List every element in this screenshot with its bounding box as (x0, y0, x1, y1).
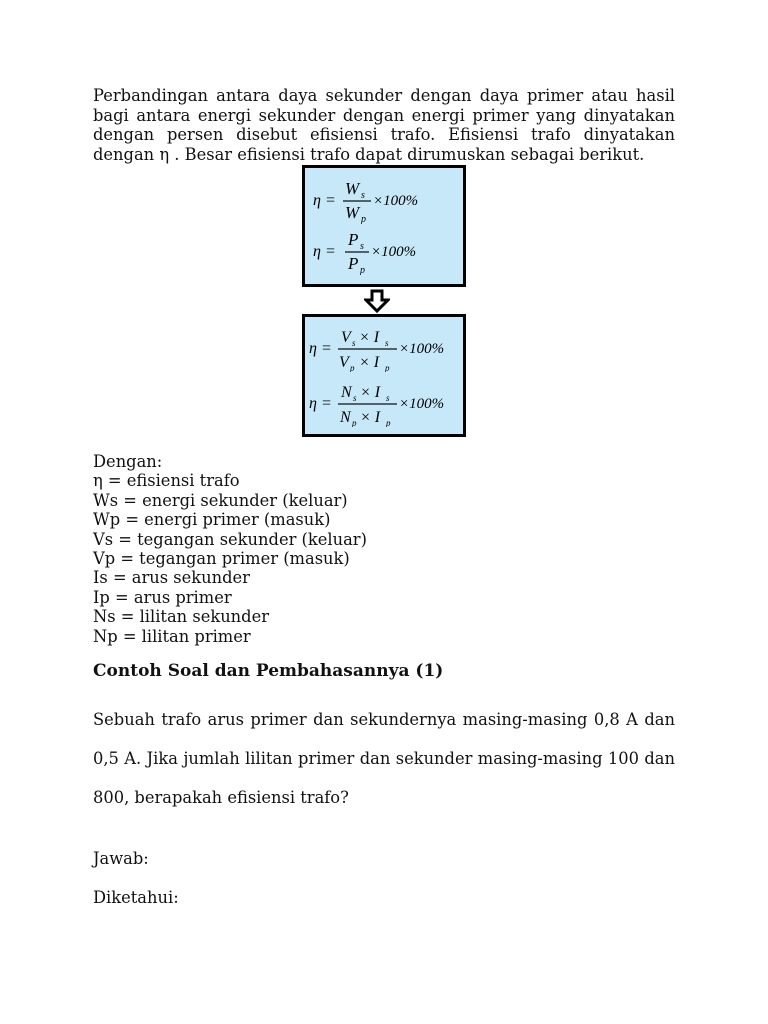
list-item: Ip = arus primer (93, 587, 232, 607)
formula-denominator-sub: p (361, 214, 366, 224)
formula-numerator-2: × I (360, 384, 381, 401)
formula-lhs: η = (313, 192, 336, 209)
formula-denominator-sub: p (360, 265, 365, 275)
formula-tail: ×100% (399, 341, 445, 357)
intro-paragraph: Perbandingan antara daya sekunder dengan daya primer atau hasil bagi antara energi sekunder dengan energi primer yang dinyatakan dengan persen disebut efisiensi trafo. Efisiensi trafo dinyatakan dengan η . Besar efisiensi trafo dapat dirumuskan sebagai berikut. (93, 86, 675, 164)
formula-tail: ×100% (373, 193, 419, 209)
formula-numerator-sub: s (360, 241, 364, 252)
list-item: Vs = tegangan sekunder (keluar) (93, 529, 367, 549)
formula-tail: ×100% (371, 244, 417, 260)
list-item: Is = arus sekunder (93, 568, 250, 588)
list-item: Wp = energi primer (masuk) (93, 510, 331, 530)
formula-efficiency-energy (305, 174, 463, 224)
answer-label: Jawab: (93, 849, 149, 868)
problem-text: Sebuah trafo arus primer dan sekundernya masing-masing 0,8 A dan 0,5 A. Jika jumlah lilitan primer dan sekunder masing-masing 100 dan 800, berapakah efisiensi trafo? (93, 710, 675, 807)
formula-denominator-2-sub: p (386, 418, 391, 427)
formula-denominator-2-sub: p (385, 363, 390, 372)
formula-numerator: P (348, 230, 359, 249)
formula-denominator: V (339, 354, 349, 371)
formula-lhs: η = (313, 243, 336, 260)
formula-numerator-sub: s (353, 393, 357, 403)
formula-box-voltage-turns (302, 314, 466, 437)
formula-numerator-2: × I (359, 329, 380, 346)
formula-box-energy-power (302, 165, 466, 287)
formula-numerator-2-sub: s (386, 393, 390, 403)
formula-numerator: V (341, 329, 351, 346)
formula-numerator-sub: s (352, 338, 356, 348)
formula-tail: ×100% (399, 396, 445, 412)
formula-denominator: P (348, 254, 359, 273)
formula-efficiency-turns (305, 377, 463, 427)
definitions-title: Dengan: (93, 452, 163, 471)
formula-numerator-2-sub: s (385, 338, 389, 348)
list-item: Np = lilitan primer (93, 626, 251, 646)
formula-numerator-sub: s (361, 190, 365, 201)
formula-denominator: W (345, 203, 360, 222)
formula-efficiency-power (305, 225, 463, 275)
list-item: η = efisiensi trafo (93, 471, 240, 491)
formula-numerator: W (345, 179, 360, 198)
formula-denominator-sub: p (352, 418, 357, 427)
formula-numerator: N (341, 384, 352, 401)
section-heading: Contoh Soal dan Pembahasannya (1) (93, 661, 444, 681)
formula-denominator-2: × I (360, 409, 381, 426)
formula-efficiency-voltage (305, 322, 463, 372)
list-item: Vp = tegangan primer (masuk) (93, 549, 350, 569)
list-item: Ns = lilitan sekunder (93, 607, 270, 627)
formula-denominator-2: × I (359, 354, 380, 371)
known-label: Diketahui: (93, 888, 179, 907)
formula-denominator: N (340, 409, 351, 426)
formula-lhs: η = (309, 340, 332, 357)
formula-denominator-sub: p (350, 363, 355, 372)
formula-lhs: η = (309, 395, 332, 412)
list-item: Ws = energi sekunder (keluar) (93, 490, 348, 510)
definitions-list (93, 452, 675, 646)
down-arrow-icon (364, 289, 390, 313)
